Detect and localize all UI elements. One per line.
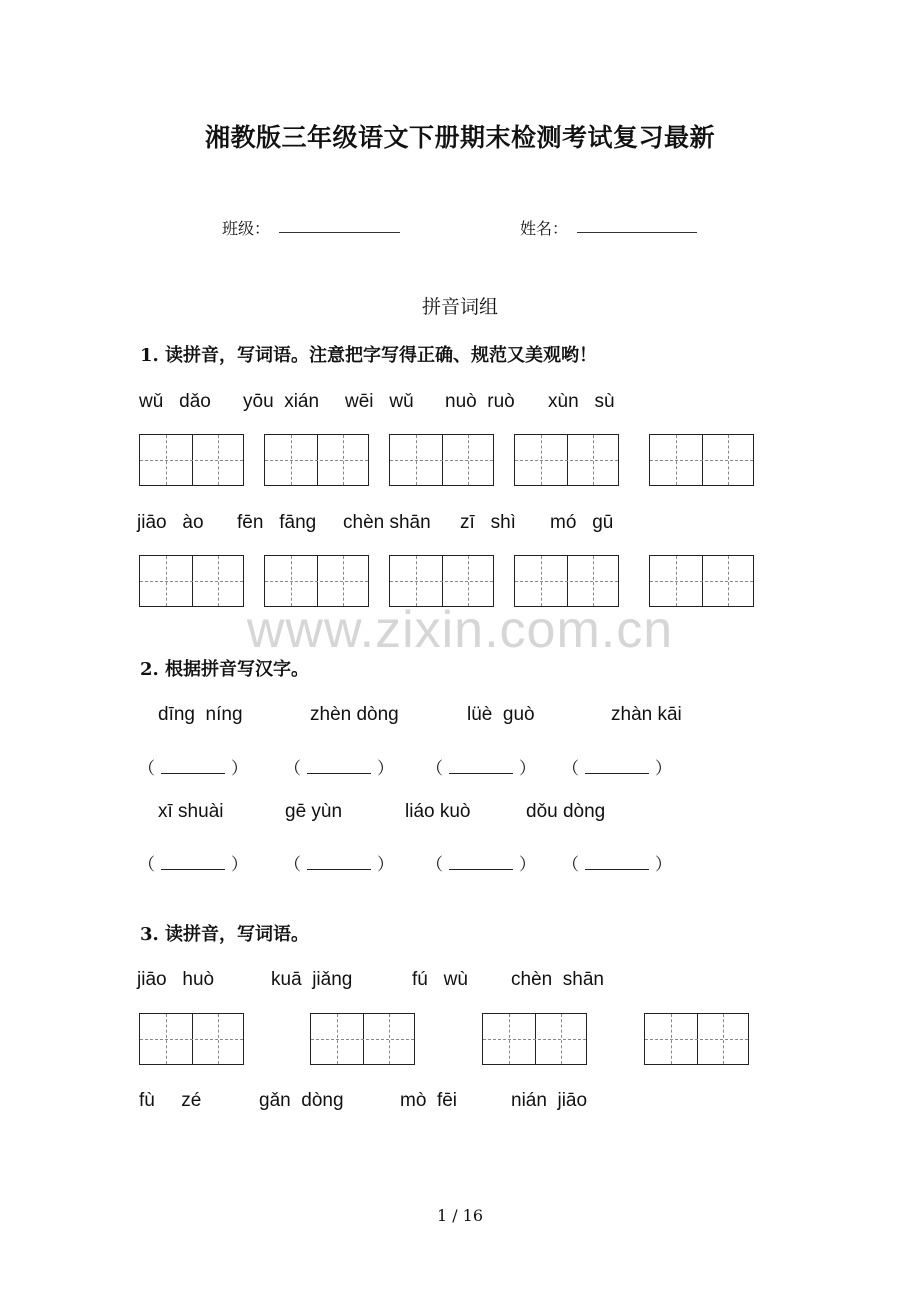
pinyin-label: zhàn kāi xyxy=(611,704,682,725)
pinyin-label: fēn fāng xyxy=(237,512,317,533)
writing-grid-box[interactable] xyxy=(514,434,619,486)
pinyin-label: liáo kuò xyxy=(405,801,471,822)
pinyin-label: jiāo huò xyxy=(137,969,215,990)
section-title: 拼音词组 xyxy=(421,296,498,318)
watermark: www.zixin.com.cn xyxy=(246,601,674,659)
answer-blank[interactable]: （ ） xyxy=(284,759,394,779)
writing-grid-box[interactable] xyxy=(139,434,244,486)
pinyin-label: gē yùn xyxy=(285,801,343,822)
pinyin-label: nián jiāo xyxy=(511,1090,588,1111)
pinyin-label: wǔ dǎo xyxy=(139,391,211,412)
writing-grid-box[interactable] xyxy=(310,1013,415,1065)
writing-grid-box[interactable] xyxy=(389,434,494,486)
class-blank[interactable] xyxy=(279,232,400,233)
pinyin-label: dīng níng xyxy=(158,704,243,725)
page-number: 1 / 16 xyxy=(436,1206,484,1225)
pinyin-label: mò fēi xyxy=(400,1090,458,1111)
pinyin-label: chèn shān xyxy=(511,969,604,990)
answer-blank[interactable]: （ ） xyxy=(426,855,536,875)
question-1-heading: 1. 读拼音，写词语。注意把字写得正确、规范又美观哟！ xyxy=(140,345,598,366)
pinyin-label: fú wù xyxy=(412,969,468,990)
name-blank[interactable] xyxy=(577,232,697,233)
pinyin-label: yōu xián xyxy=(243,391,320,412)
class-label: 班级： xyxy=(222,219,271,238)
writing-grid-box[interactable] xyxy=(139,1013,244,1065)
pinyin-label: wēi wǔ xyxy=(345,391,414,412)
pinyin-label: kuā jiǎng xyxy=(271,969,353,990)
answer-blank[interactable]: （ ） xyxy=(562,855,672,875)
pinyin-label: jiāo ào xyxy=(137,512,204,533)
question-3-heading: 3. 读拼音，写词语。 xyxy=(140,924,310,945)
pinyin-label: gǎn dòng xyxy=(259,1090,344,1111)
pinyin-label: nuò ruò xyxy=(445,391,515,412)
answer-blank[interactable]: （ ） xyxy=(138,855,248,875)
pinyin-label: fù zé xyxy=(139,1090,202,1111)
pinyin-label: dǒu dòng xyxy=(526,801,606,822)
pinyin-label: zī shì xyxy=(460,512,516,533)
writing-grid-box[interactable] xyxy=(482,1013,587,1065)
pinyin-label: chèn shān xyxy=(343,512,431,533)
document-title: 湘教版三年级语文下册期末检测考试复习最新 xyxy=(204,123,715,152)
writing-grid-box[interactable] xyxy=(649,434,754,486)
writing-grid-box[interactable] xyxy=(264,434,369,486)
pinyin-label: xùn sù xyxy=(548,391,615,412)
answer-blank[interactable]: （ ） xyxy=(284,855,394,875)
pinyin-label: mó gū xyxy=(550,512,614,533)
pinyin-label: xī shuài xyxy=(158,801,224,822)
writing-grid-box[interactable] xyxy=(644,1013,749,1065)
pinyin-label: zhèn dòng xyxy=(310,704,399,725)
answer-blank[interactable]: （ ） xyxy=(562,759,672,779)
answer-blank[interactable]: （ ） xyxy=(426,759,536,779)
pinyin-label: lüè guò xyxy=(467,704,535,725)
question-2-heading: 2. 根据拼音写汉字。 xyxy=(140,659,310,680)
answer-blank[interactable]: （ ） xyxy=(138,759,248,779)
name-label: 姓名： xyxy=(520,219,569,238)
